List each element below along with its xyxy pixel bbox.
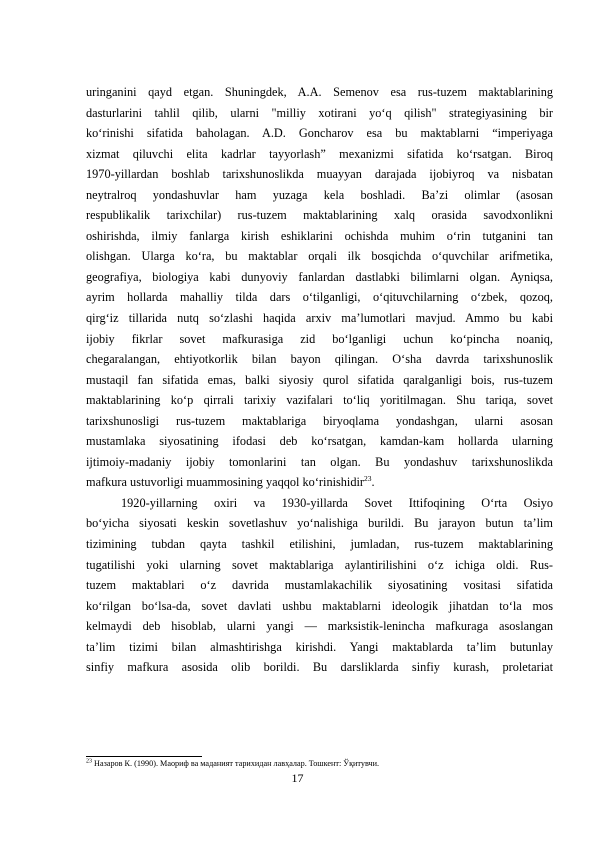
- text-line: sinfiy mafkura asosida olib borildi. Bu darsliklarda sinfiy kurash, proletariat: [86, 660, 553, 675]
- text-line-indented: 1920-yillarning oxiri va 1930-yillarda Sovet Ittifoqining O‘rta Osiyo: [121, 495, 553, 510]
- text-line: xizmat qiluvchi elita kadrlar tayyorlash” mexanizmi sifatida ko‘rsatgan. Biroq: [86, 146, 553, 161]
- text-line: tarixshunosligi rus-tuzem maktablariga biryoqlama yondashgan, ularni asosan: [86, 413, 553, 428]
- text-line: oshirishda, ilmiy fanlarga kirish eshiklarini ochishda muhim o‘rin tutganini tan: [86, 228, 553, 243]
- text-line: olishgan. Ularga ko‘ra, bu maktablar orqali ilk bosqichda o‘quvchilar arifmetika,: [86, 249, 553, 264]
- page-number: 17: [291, 771, 304, 785]
- footnote-number: 23: [86, 758, 92, 765]
- text-line: maktablarining ko‘p qirrali tarixiy vazifalari to‘liq yoritilmagan. Shu tariqa, sovet: [86, 393, 553, 408]
- text-line: ijobiy fikrlar sovet mafkurasiga zid bo‘lganligi uchun ko‘pincha noaniq,: [86, 331, 553, 346]
- footnote-text: Назаров К. (1990). Маориф ва маданият тарихидан лавҳалар. Тошкент: Ўқитувчи.: [92, 759, 380, 768]
- text-line: ko‘rilgan bo‘lsa-da, sovet davlati ushbu maktablarni ideologik jihatdan to‘la mos: [86, 598, 553, 613]
- text-line: ijtimoiy-madaniy ijobiy tomonlarini tan olgan. Bu yondashuv tarixshunoslikda: [86, 454, 553, 469]
- text-line-last: [86, 472, 553, 493]
- text-line: kelmaydi deb hisoblab, ularni yangi — marksistik-lenincha mafkuraga asoslangan: [86, 619, 553, 634]
- text-line: ayrim hollarda mahalliy tilda dars o‘tilganligi, o‘qituvchilarning o‘zbek, qozoq,: [86, 290, 553, 305]
- text-line: 1970-yillardan boshlab tarixshunoslikda muayyan darajada ijobiyroq va nisbatan: [86, 167, 553, 182]
- text-line: tugatilishi yoki ularning sovet maktablariga aylantirilishini o‘z ichiga oldi. Rus-: [86, 557, 553, 572]
- text-line: tizimining tubdan qayta tashkil etilishini, jumladan, rus-tuzem maktablarining: [86, 537, 553, 552]
- text-line: qirg‘iz tillarida nutq so‘zlashi haqida arxiv ma’lumotlari mavjud. Ammo bu kabi: [86, 311, 553, 326]
- text-line: neytralroq yondashuvlar ham yuzaga kela boshladi. Ba’zi olimlar (asosan: [86, 187, 553, 202]
- text-line: ko‘rinishi sifatida baholagan. A.D. Goncharov esa bu maktablarni “imperiyaga: [86, 126, 553, 141]
- text-line: mustaqil fan sifatida emas, balki siyosiy qurol sifatida qaralganligi bois, rus-tuzem: [86, 372, 553, 387]
- text-line: geografiya, biologiya kabi dunyoviy fanlardan dastlabki bilimlarni olgan. Ayniqsa,: [86, 269, 553, 284]
- text-line: respublikalik tarixchilar) rus-tuzem maktablarining xalq orasida savodxonlikni: [86, 208, 553, 223]
- sentence-end: .: [371, 475, 375, 490]
- text-line: ta’lim tizimi bilan almashtirishga kirishdi. Yangi maktablarda ta’lim butunlay: [86, 639, 553, 654]
- text-line: tuzem maktablari o‘z davrida mustamlakachilik siyosatining vositasi sifatida: [86, 578, 553, 593]
- footnote: [86, 759, 556, 769]
- text-line: mustamlaka siyosatining ifodasi deb ko‘rsatgan, kamdan-kam hollarda ularning: [86, 434, 553, 449]
- footnote-reference[interactable]: 23: [364, 474, 372, 484]
- text-line-content: mafkura ustuvorligi muammosining yaqqol ko‘rinishidir: [86, 475, 365, 490]
- text-line: chegaralangan, ehtiyotkorlik bilan bayon qilingan. O‘sha davrda tarixshunoslik: [86, 352, 553, 367]
- text-line: bo‘yicha siyosati keskin sovetlashuv yo‘nalishiga burildi. Bu jarayon butun ta’lim: [86, 516, 553, 531]
- paragraph-1: [86, 82, 553, 493]
- paragraph-2: [86, 493, 553, 678]
- body-text: [86, 82, 553, 678]
- footnote-separator: [86, 756, 202, 757]
- text-line: dasturlarini tahlil qilib, ularni "milliy xotirani yo‘q qilish" strategiyasining bir: [86, 105, 553, 120]
- text-line: uringanini qayd etgan. Shuningdek, A.A. Semenov esa rus-tuzem maktablarining: [86, 85, 553, 99]
